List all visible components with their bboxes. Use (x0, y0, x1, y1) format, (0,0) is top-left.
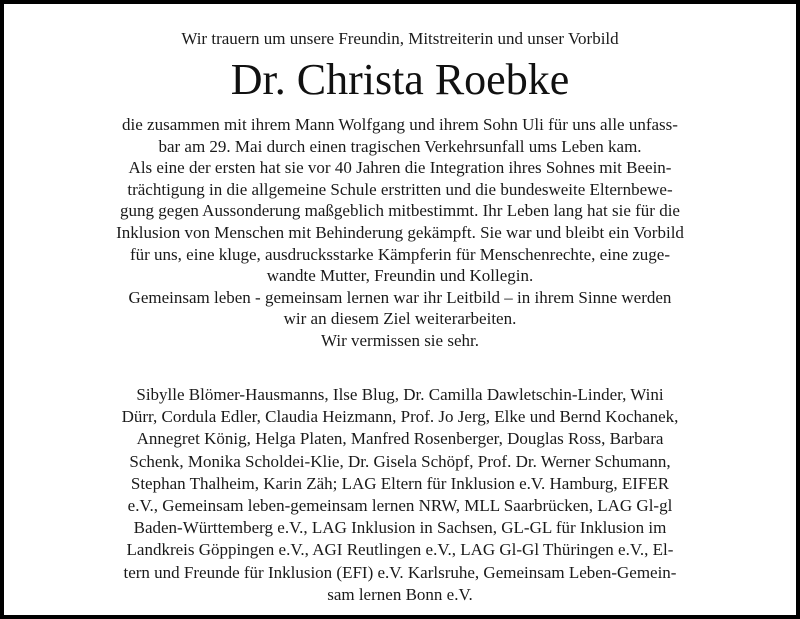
signatory-line: Sibylle Blömer-Hausmanns, Ilse Blug, Dr. Camilla Dawletschin-Linder, Wini (136, 385, 664, 404)
signatory-line: Dürr, Cordula Edler, Claudia Heizmann, Prof. Jo Jerg, Elke und Bernd Kochanek, (121, 407, 679, 427)
body-line: für uns, eine kluge, ausdrucksstarke Kämpferin für Menschenrechte, eine zuge- (129, 244, 670, 264)
signatory-line: sam lernen Bonn e.V. (327, 584, 473, 604)
body-line: bar am 29. Mai durch einen tragischen Verkehrsunfall ums Leben kam. (158, 136, 642, 156)
deceased-name: Dr. Christa Roebke (230, 55, 570, 104)
body-line: Als eine der ersten hat sie vor 40 Jahren die Integration ihres Sohnes mit Beein- (128, 158, 672, 178)
body-line: die zusammen mit ihrem Mann Wolfgang und ihrem Sohn Uli für uns alle unfass- (122, 115, 678, 134)
signatory-line: Baden-Württemberg e.V., LAG Inklusion in Sachsen, GL-GL für Inklusion im (133, 518, 667, 538)
signatory-line: Annegret König, Helga Platen, Manfred Rosenberger, Douglas Ross, Barbara (136, 429, 664, 449)
body-line: Wir vermissen sie sehr. (321, 330, 479, 350)
signatory-line: e.V., Gemeinsam leben-gemeinsam lernen NRW, MLL Saarbrücken, LAG Gl-gl (127, 496, 673, 516)
body-line: wandte Mutter, Freundin und Kollegin. (266, 266, 534, 286)
obituary-body (4, 114, 796, 352)
body-line: Gemeinsam leben - gemeinsam lernen war ihr Leitbild – in ihrem Sinne werden (128, 287, 672, 307)
intro-line: Wir trauern um unsere Freundin, Mitstreiterin und unser Vorbild (181, 29, 619, 48)
signatories-list (4, 384, 796, 606)
signatory-line: Stephan Thalheim, Karin Zäh; LAG Eltern für Inklusion e.V. Hamburg, EIFER (130, 473, 670, 493)
body-line: trächtigung in die allgemeine Schule erstritten und die bundesweite Elternbewe- (127, 179, 673, 199)
signatory-line: tern und Freunde für Inklusion (EFI) e.V. Karlsruhe, Gemeinsam Leben-Gemein- (123, 562, 677, 582)
body-line: Inklusion von Menschen mit Behinderung gekämpft. Sie war und bleibt ein Vorbild (116, 222, 684, 242)
signatory-line: Schenk, Monika Scholdei-Klie, Dr. Gisela Schöpf, Prof. Dr. Werner Schumann, (129, 451, 671, 471)
body-line: gung gegen Aussonderung maßgeblich mitbestimmt. Ihr Leben lang hat sie für die (120, 201, 680, 221)
signatory-line: Landkreis Göppingen e.V., AGI Reutlingen e.V., LAG Gl-Gl Thüringen e.V., El- (126, 540, 674, 560)
body-line: wir an diesem Ziel weiterarbeiten. (283, 309, 517, 329)
